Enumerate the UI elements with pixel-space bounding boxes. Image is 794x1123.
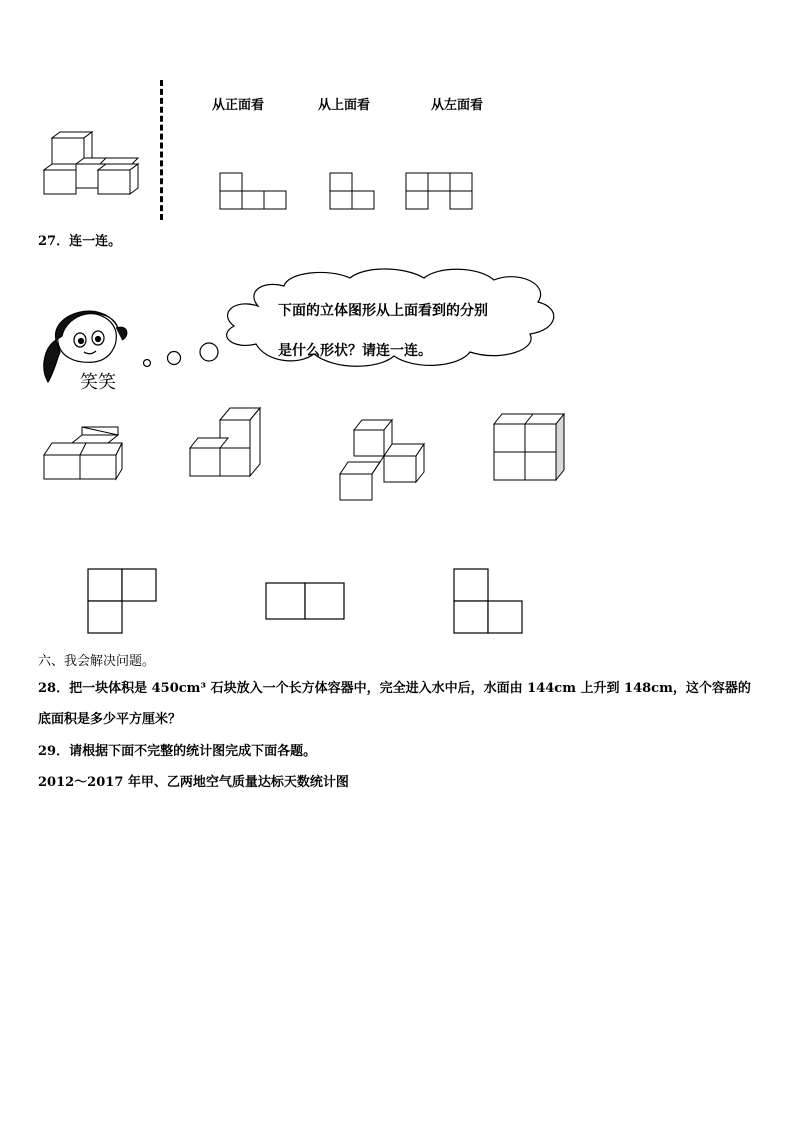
view-shape-1[interactable]	[219, 172, 289, 212]
dashed-divider	[160, 80, 163, 220]
view-shape-3[interactable]	[405, 172, 477, 212]
thought-bubble	[138, 270, 588, 380]
solid-1[interactable]	[42, 423, 126, 481]
bubble-line-1: 下面的立体图形从上面看到的分别	[278, 303, 488, 319]
section6-heading: 六、我会解决问题。	[38, 654, 156, 669]
bubble-line-2: 是什么形状？请连一连。	[278, 343, 432, 359]
cube-figure-top	[40, 128, 150, 198]
solid-3[interactable]	[338, 414, 428, 500]
q29-text: 29．请根据下面不完整的统计图完成下面各题。	[38, 744, 317, 759]
q27-text: 27．连一连。	[38, 234, 122, 249]
top-view-option-2[interactable]	[265, 582, 347, 622]
girl-name-label: 笑笑	[80, 372, 116, 393]
q28-line1: 28．把一块体积是 450cm³ 石块放入一个长方体容器中，完全进入水中后，水面由 144cm 上升到 148cm，这个容器的	[38, 681, 751, 696]
top-view-option-3[interactable]	[453, 568, 525, 636]
view-shape-2[interactable]	[329, 172, 379, 212]
solid-2[interactable]	[188, 404, 264, 478]
chart-caption: 2012～2017 年甲、乙两地空气质量达标天数统计图	[38, 775, 349, 790]
view-label-top: 从上面看	[318, 98, 371, 113]
view-label-left: 从左面看	[431, 98, 484, 113]
solid-4[interactable]	[492, 412, 570, 484]
view-label-front: 从正面看	[212, 98, 265, 113]
top-view-option-1[interactable]	[87, 568, 159, 636]
q28-line2: 底面积是多少平方厘米？	[38, 712, 182, 727]
